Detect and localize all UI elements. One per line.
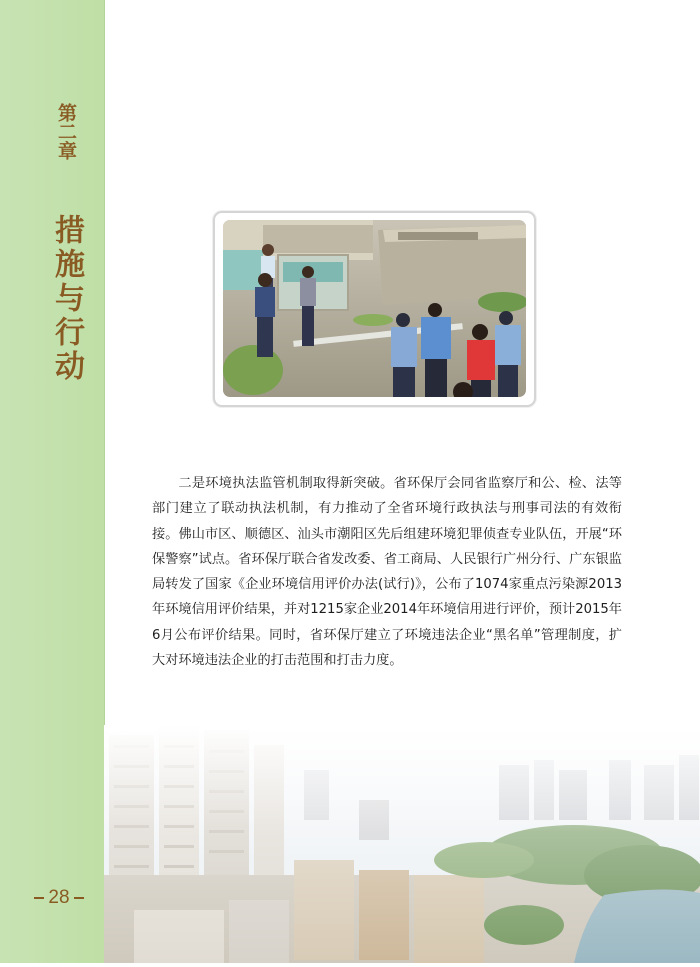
page-number <box>24 887 94 909</box>
page-number-value: 28 <box>48 887 70 908</box>
photo-frame <box>213 211 536 407</box>
dash-right <box>74 897 84 899</box>
section-title: 措施与行动 <box>49 214 84 384</box>
chapter-sidebar <box>0 0 105 963</box>
chapter-label: 第二章 <box>55 103 77 160</box>
city-skyline-image <box>104 725 700 963</box>
inspection-photo <box>223 220 526 397</box>
dash-left <box>34 897 44 899</box>
skyline-icon <box>104 725 700 963</box>
inspection-photo-icon <box>223 220 526 397</box>
body-paragraph: 二是环境执法监管机制取得新突破。省环保厅会同省监察厅和公、检、法等部门建立了联动执法机制，有力推动了全省环境行政执法与刑事司法的有效衔接。佛山市区、顺德区、汕头市潮阳区先后组建环境犯罪侦查专业队伍，开展“环保警察”试点。省环保厅联合省发改委、省工商局、人民银行广州分行、广东银监局转发了国家《企业环境信用评价办法(试行)》，公布了1074家重点污染源2013年环境信用评价结果，并对1215家企业2014年环境信用进行评价，预计2015年6月公布评价结果。同时，省环保厅建立了环境违法企业“黑名单”管理制度，扩大对环境违法企业的打击范围和打击力度。 <box>152 476 622 669</box>
